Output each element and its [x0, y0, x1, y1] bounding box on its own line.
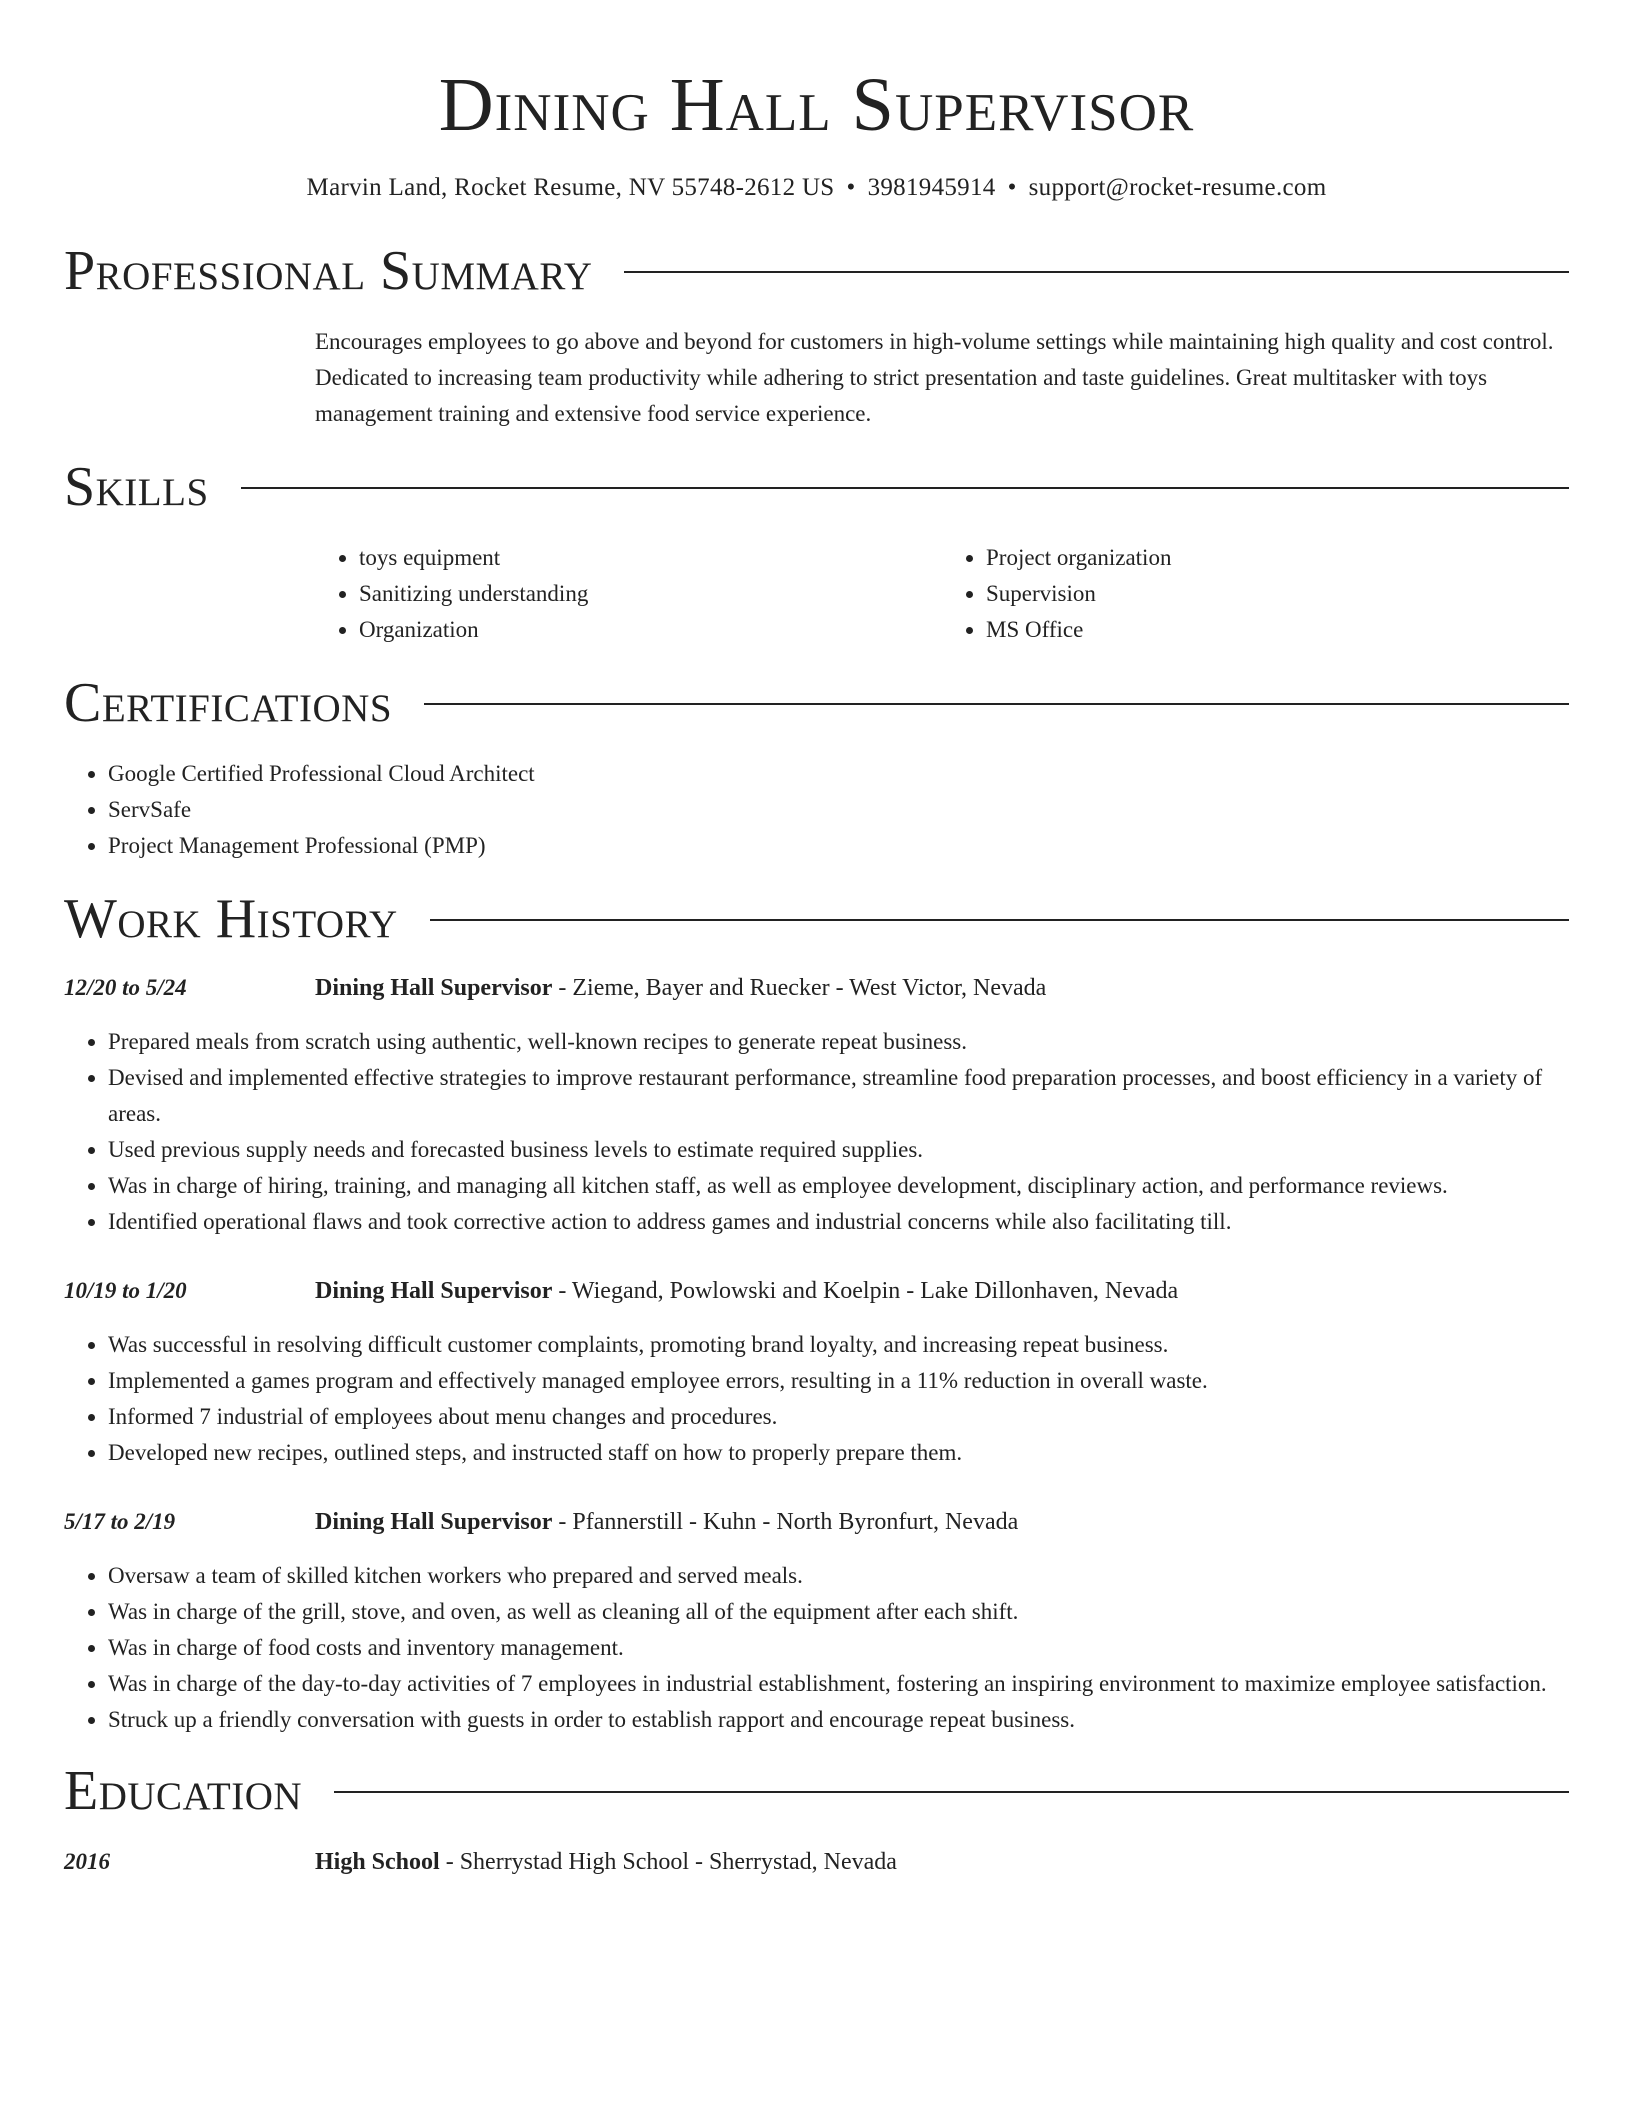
- job-bullet: • Struck up a friendly conversation with guests in order to establish rapport and encourage repeat business.: [108, 1702, 1569, 1738]
- job-bullet: • Oversaw a team of skilled kitchen workers who prepared and served meals.: [108, 1558, 1569, 1594]
- skill-item: • toys equipment: [359, 540, 942, 576]
- job-bullets: [64, 1024, 1569, 1240]
- education-school: - Sherrystad High School - Sherrystad, Nevada: [439, 1849, 897, 1875]
- contact-email: support@rocket-resume.com: [1028, 174, 1327, 201]
- job-bullet: • Developed new recipes, outlined steps, and instructed staff on how to properly prepare them.: [108, 1435, 1569, 1471]
- certification-item: • Project Management Professional (PMP): [108, 828, 1569, 864]
- contact-line: [64, 172, 1569, 204]
- job-title-line: [315, 1504, 1018, 1540]
- skills-heading: Skills: [64, 456, 209, 518]
- job-bullet: • Identified operational flaws and took corrective action to address games and industrial concerns while also facilitating till.: [108, 1204, 1569, 1240]
- job-title-line: [315, 970, 1046, 1006]
- summary-heading: Professional Summary: [64, 240, 593, 302]
- certification-item: • ServSafe: [108, 792, 1569, 828]
- job-employer: - Wiegand, Powlowski and Koelpin - Lake Dillonhaven, Nevada: [552, 1278, 1179, 1304]
- certifications-section: [64, 668, 1569, 864]
- job-header: [64, 1504, 1569, 1540]
- summary-header: [64, 236, 1569, 306]
- job-title: Dining Hall Supervisor: [315, 975, 553, 1001]
- skills-header: [64, 452, 1569, 522]
- job-bullet: • Was in charge of the grill, stove, and oven, as well as cleaning all of the equipment after each shift.: [108, 1594, 1569, 1630]
- work-history-header: [64, 884, 1569, 954]
- education-section: [64, 1756, 1569, 1880]
- job-title-line: [315, 1273, 1178, 1309]
- skills-column-left: [315, 540, 942, 648]
- job-title: Dining Hall Supervisor: [315, 1278, 553, 1304]
- skill-item: • Project organization: [986, 540, 1569, 576]
- job-bullet: • Prepared meals from scratch using authentic, well-known recipes to generate repeat business.: [108, 1024, 1569, 1060]
- section-divider: [241, 487, 1569, 489]
- certifications-list: [64, 756, 1569, 864]
- job-bullet: • Informed 7 industrial of employees about menu changes and procedures.: [108, 1399, 1569, 1435]
- certifications-header: [64, 668, 1569, 738]
- skills-list: [315, 540, 1569, 648]
- job-bullet: • Used previous supply needs and forecasted business levels to estimate required supplies.: [108, 1132, 1569, 1168]
- job-employer: - Pfannerstill - Kuhn - North Byronfurt, Nevada: [552, 1509, 1019, 1535]
- contact-separator: •: [1007, 174, 1017, 201]
- job-date: 12/20 to 5/24: [64, 975, 187, 1000]
- job-date: 10/19 to 1/20: [64, 1278, 187, 1303]
- job-entry: [64, 970, 1569, 1240]
- job-bullet: • Was in charge of hiring, training, and managing all kitchen staff, as well as employee development, disciplinary action, and performance reviews.: [108, 1168, 1569, 1204]
- section-divider: [334, 1791, 1569, 1793]
- contact-separator: •: [846, 174, 856, 201]
- certification-item: • Google Certified Professional Cloud Architect: [108, 756, 1569, 792]
- job-bullet: • Was in charge of the day-to-day activities of 7 employees in industrial establishment, fostering an inspiring environment to maximize employee satisfaction.: [108, 1666, 1569, 1702]
- education-header: [64, 1756, 1569, 1826]
- education-date: 2016: [64, 1849, 110, 1874]
- job-bullet: • Was successful in resolving difficult customer complaints, promoting brand loyalty, and increasing repeat business.: [108, 1327, 1569, 1363]
- job-entry: [64, 1504, 1569, 1738]
- work-history-section: [64, 884, 1569, 1738]
- skill-item: • Sanitizing understanding: [359, 576, 942, 612]
- work-history-heading: Work History: [64, 888, 398, 950]
- skill-item: • Supervision: [986, 576, 1569, 612]
- job-title: Dining Hall Supervisor: [315, 1509, 553, 1535]
- education-line: [315, 1844, 897, 1880]
- job-header: [64, 1273, 1569, 1309]
- skills-column-right: [942, 540, 1569, 648]
- job-bullet: • Implemented a games program and effectively managed employee errors, resulting in a 11% reduction in overall waste.: [108, 1363, 1569, 1399]
- resume-page: [64, 0, 1569, 1880]
- job-bullet: • Devised and implemented effective strategies to improve restaurant performance, streamline food preparation processes, and boost efficiency in a variety of areas.: [108, 1060, 1569, 1132]
- skill-item: • Organization: [359, 612, 942, 648]
- job-bullets: [64, 1327, 1569, 1471]
- summary-text: Encourages employees to go above and beyond for customers in high-volume settings while maintaining high quality and cost control. Dedicated to increasing team productivity while adhering to strict presentation and taste guidelines. Great multitasker with toys management training and extensive food service experience.: [315, 329, 1554, 426]
- page-title: Dining Hall Supervisor: [438, 63, 1195, 147]
- skills-section: [64, 452, 1569, 648]
- job-header: [64, 970, 1569, 1006]
- section-divider: [624, 271, 1569, 273]
- skill-item: • MS Office: [986, 612, 1569, 648]
- job-entry: [64, 1273, 1569, 1471]
- contact-phone: 3981945914: [867, 174, 996, 201]
- section-divider: [424, 703, 1569, 705]
- job-bullet: • Was in charge of food costs and inventory management.: [108, 1630, 1569, 1666]
- job-bullets: [64, 1558, 1569, 1738]
- job-employer: - Zieme, Bayer and Ruecker - West Victor, Nevada: [552, 975, 1047, 1001]
- education-entry: [64, 1844, 1569, 1880]
- education-heading: Education: [64, 1760, 303, 1822]
- education-degree: High School: [315, 1849, 440, 1875]
- section-divider: [430, 919, 1569, 921]
- job-date: 5/17 to 2/19: [64, 1509, 176, 1534]
- contact-address: Marvin Land, Rocket Resume, NV 55748-2612 US: [306, 174, 835, 201]
- summary-section: [64, 236, 1569, 432]
- certifications-heading: Certifications: [64, 672, 393, 734]
